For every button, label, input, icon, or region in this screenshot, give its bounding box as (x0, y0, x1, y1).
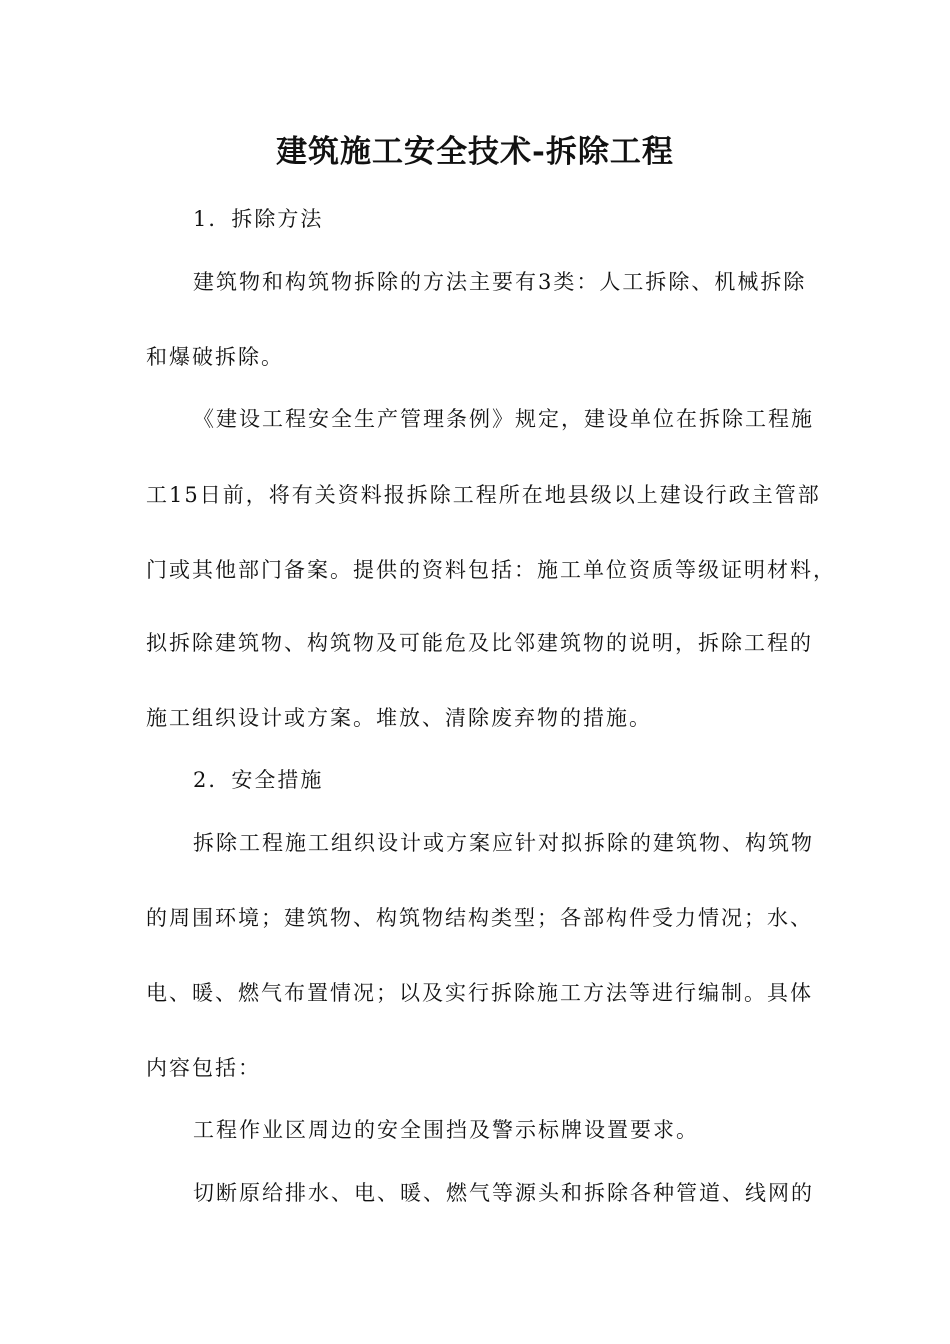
paragraph-line: 电、暖、燃气布置情况；以及实行拆除施工方法等进行编制。具体 (146, 981, 813, 1005)
paragraph-line: 拆除工程施工组织设计或方案应针对拟拆除的建筑物、构筑物 (193, 831, 814, 855)
paragraph-line: 切断原给排水、电、暖、燃气等源头和拆除各种管道、线网的 (193, 1181, 814, 1205)
paragraph-line: 拟拆除建筑物、构筑物及可能危及比邻建筑物的说明，拆除工程的 (146, 631, 813, 655)
paragraph-line: 门或其他部门备案。提供的资料包括：施工单位资质等级证明材料， (146, 558, 836, 582)
paragraph-line: 《建设工程安全生产管理条例》规定，建设单位在拆除工程施 (193, 407, 814, 431)
paragraph-line: 的周围环境；建筑物、构筑物结构类型；各部构件受力情况；水、 (146, 906, 813, 930)
paragraph-line: 工15日前，将有关资料报拆除工程所在地县级以上建设行政主管部 (146, 483, 821, 507)
paragraph-line: 建筑物和构筑物拆除的方法主要有3类：人工拆除、机械拆除 (193, 270, 807, 294)
section-heading-demolition-methods: 1．拆除方法 (193, 207, 324, 231)
paragraph-line: 施工组织设计或方案。堆放、清除废弃物的措施。 (146, 706, 652, 730)
document-title: 建筑施工安全技术-拆除工程 (276, 134, 674, 170)
paragraph-line: 工程作业区周边的安全围挡及警示标牌设置要求。 (193, 1118, 699, 1142)
paragraph-line: 和爆破拆除。 (146, 345, 284, 369)
section-heading-safety-measures: 2．安全措施 (193, 768, 324, 792)
paragraph-line: 内容包括： (146, 1056, 261, 1080)
